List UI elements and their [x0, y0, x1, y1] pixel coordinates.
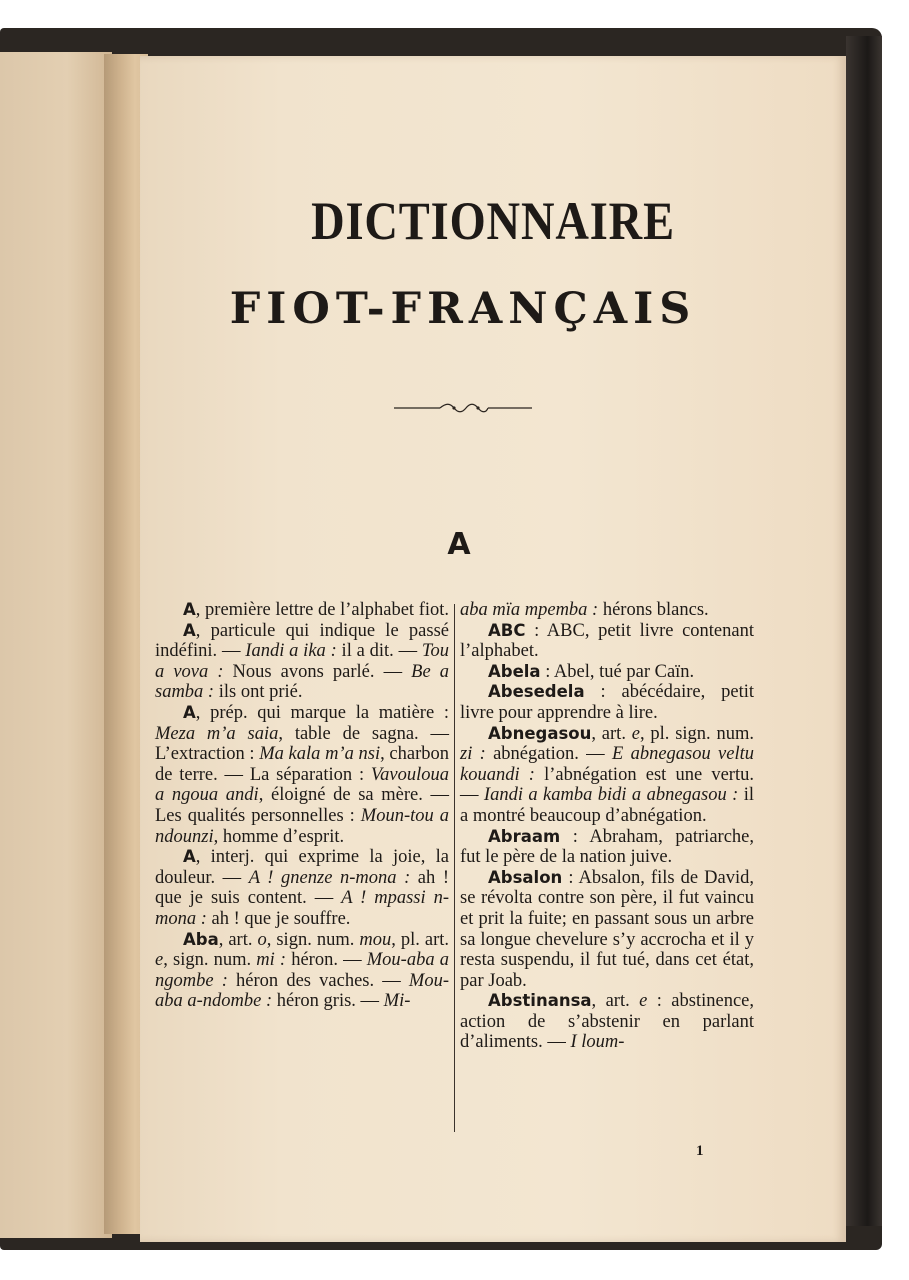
entry-headword: Abesedela	[488, 682, 585, 702]
dictionary-entry: A, prép. qui marque la matière : Meza m’a saia, table de sagna. — L’extraction : Ma kala m’a nsi, charbon de terre. — La séparation : Vavouloua a ngoua andi, éloigné de sa mère. — Les qualités personnelles : Moun-tou a ndounzi, homme d’esprit.	[155, 702, 450, 847]
entry-headword: Abela	[488, 661, 541, 681]
entry-headword: Abraam	[488, 826, 561, 846]
dictionary-entry: Abela : Abel, tué par Caïn.	[488, 661, 695, 682]
dictionary-entry: Absalon : Absalon, fils de David, se révolta contre son père, il fut vaincu et prit la fuite; en passant sous un arbre sa longue chevelure s’y accrocha et il y resta suspendu, il fut tué, dans cet état, par Joab.	[460, 867, 754, 991]
dictionary-entry: A, particule qui indique le passé indéfini. — Iandi a ika : il a dit. — Tou a vova : Nous avons parlé. — Be a samba : ils ont prié.	[155, 620, 449, 703]
entry-headword: A	[183, 620, 196, 640]
entry-headword: A	[183, 600, 196, 619]
entry-headword: Absalon	[488, 867, 563, 887]
page-subtitle: FIOT-FRANÇAIS	[229, 284, 697, 334]
dictionary-entry: A, interj. qui exprime la joie, la douleur. — A ! gnenze n-mona : ah ! que je suis content. — A ! mpassi n-mona : ah ! que je souffre.	[155, 847, 449, 929]
left-page-edge	[0, 52, 112, 1238]
dictionary-entry: Abesedela : abécédaire, petit livre pour apprendre à lire.	[460, 682, 754, 723]
dictionary-entry: Aba, art. o, sign. num. mou, pl. art. e, sign. num. mi : héron. — Mou-aba a ngombe : héron des vaches. — Mou-aba a-ndombe : héron gris. — Mi-	[155, 929, 449, 1012]
entry-headword: ABC	[488, 620, 526, 640]
page-number: 1	[696, 1143, 704, 1159]
right-column	[460, 600, 754, 1053]
dictionary-entry: A, première lettre de l’alphabet fiot.	[183, 600, 450, 620]
column-divider	[454, 604, 455, 1132]
dictionary-entry: aba mïa mpemba : hérons blancs.	[460, 600, 709, 620]
section-letter: A	[447, 527, 471, 562]
dictionary-entry: Abnegasou, art. e, pl. sign. num. zi : abnégation. — E abnegasou veltu kouandi : l’abnégation est une vertu. — Iandi a kamba bidi a abnegasou : il a montré beaucoup d’abnégation.	[460, 723, 754, 826]
dictionary-entry: Abraam : Abraham, patriarche, fut le père de la nation juive.	[460, 826, 754, 868]
entry-headword: A	[183, 702, 196, 722]
decorative-ornament	[394, 401, 532, 415]
entry-headword: Abnegasou	[488, 723, 592, 743]
dictionary-entry: Abstinansa, art. e : abstinence, action de s’abstenir en parlant d’aliments. — I loum-	[460, 991, 755, 1053]
dictionary-entry: ABC : ABC, petit livre contenant l’alphabet.	[460, 620, 754, 662]
cover-edge	[846, 36, 882, 1226]
page-title: DICTIONNAIRE	[311, 191, 675, 251]
entry-headword: A	[183, 847, 196, 867]
entry-headword: Abstinansa	[488, 991, 592, 1011]
left-column	[155, 600, 449, 1012]
entry-headword: Aba	[183, 929, 219, 949]
